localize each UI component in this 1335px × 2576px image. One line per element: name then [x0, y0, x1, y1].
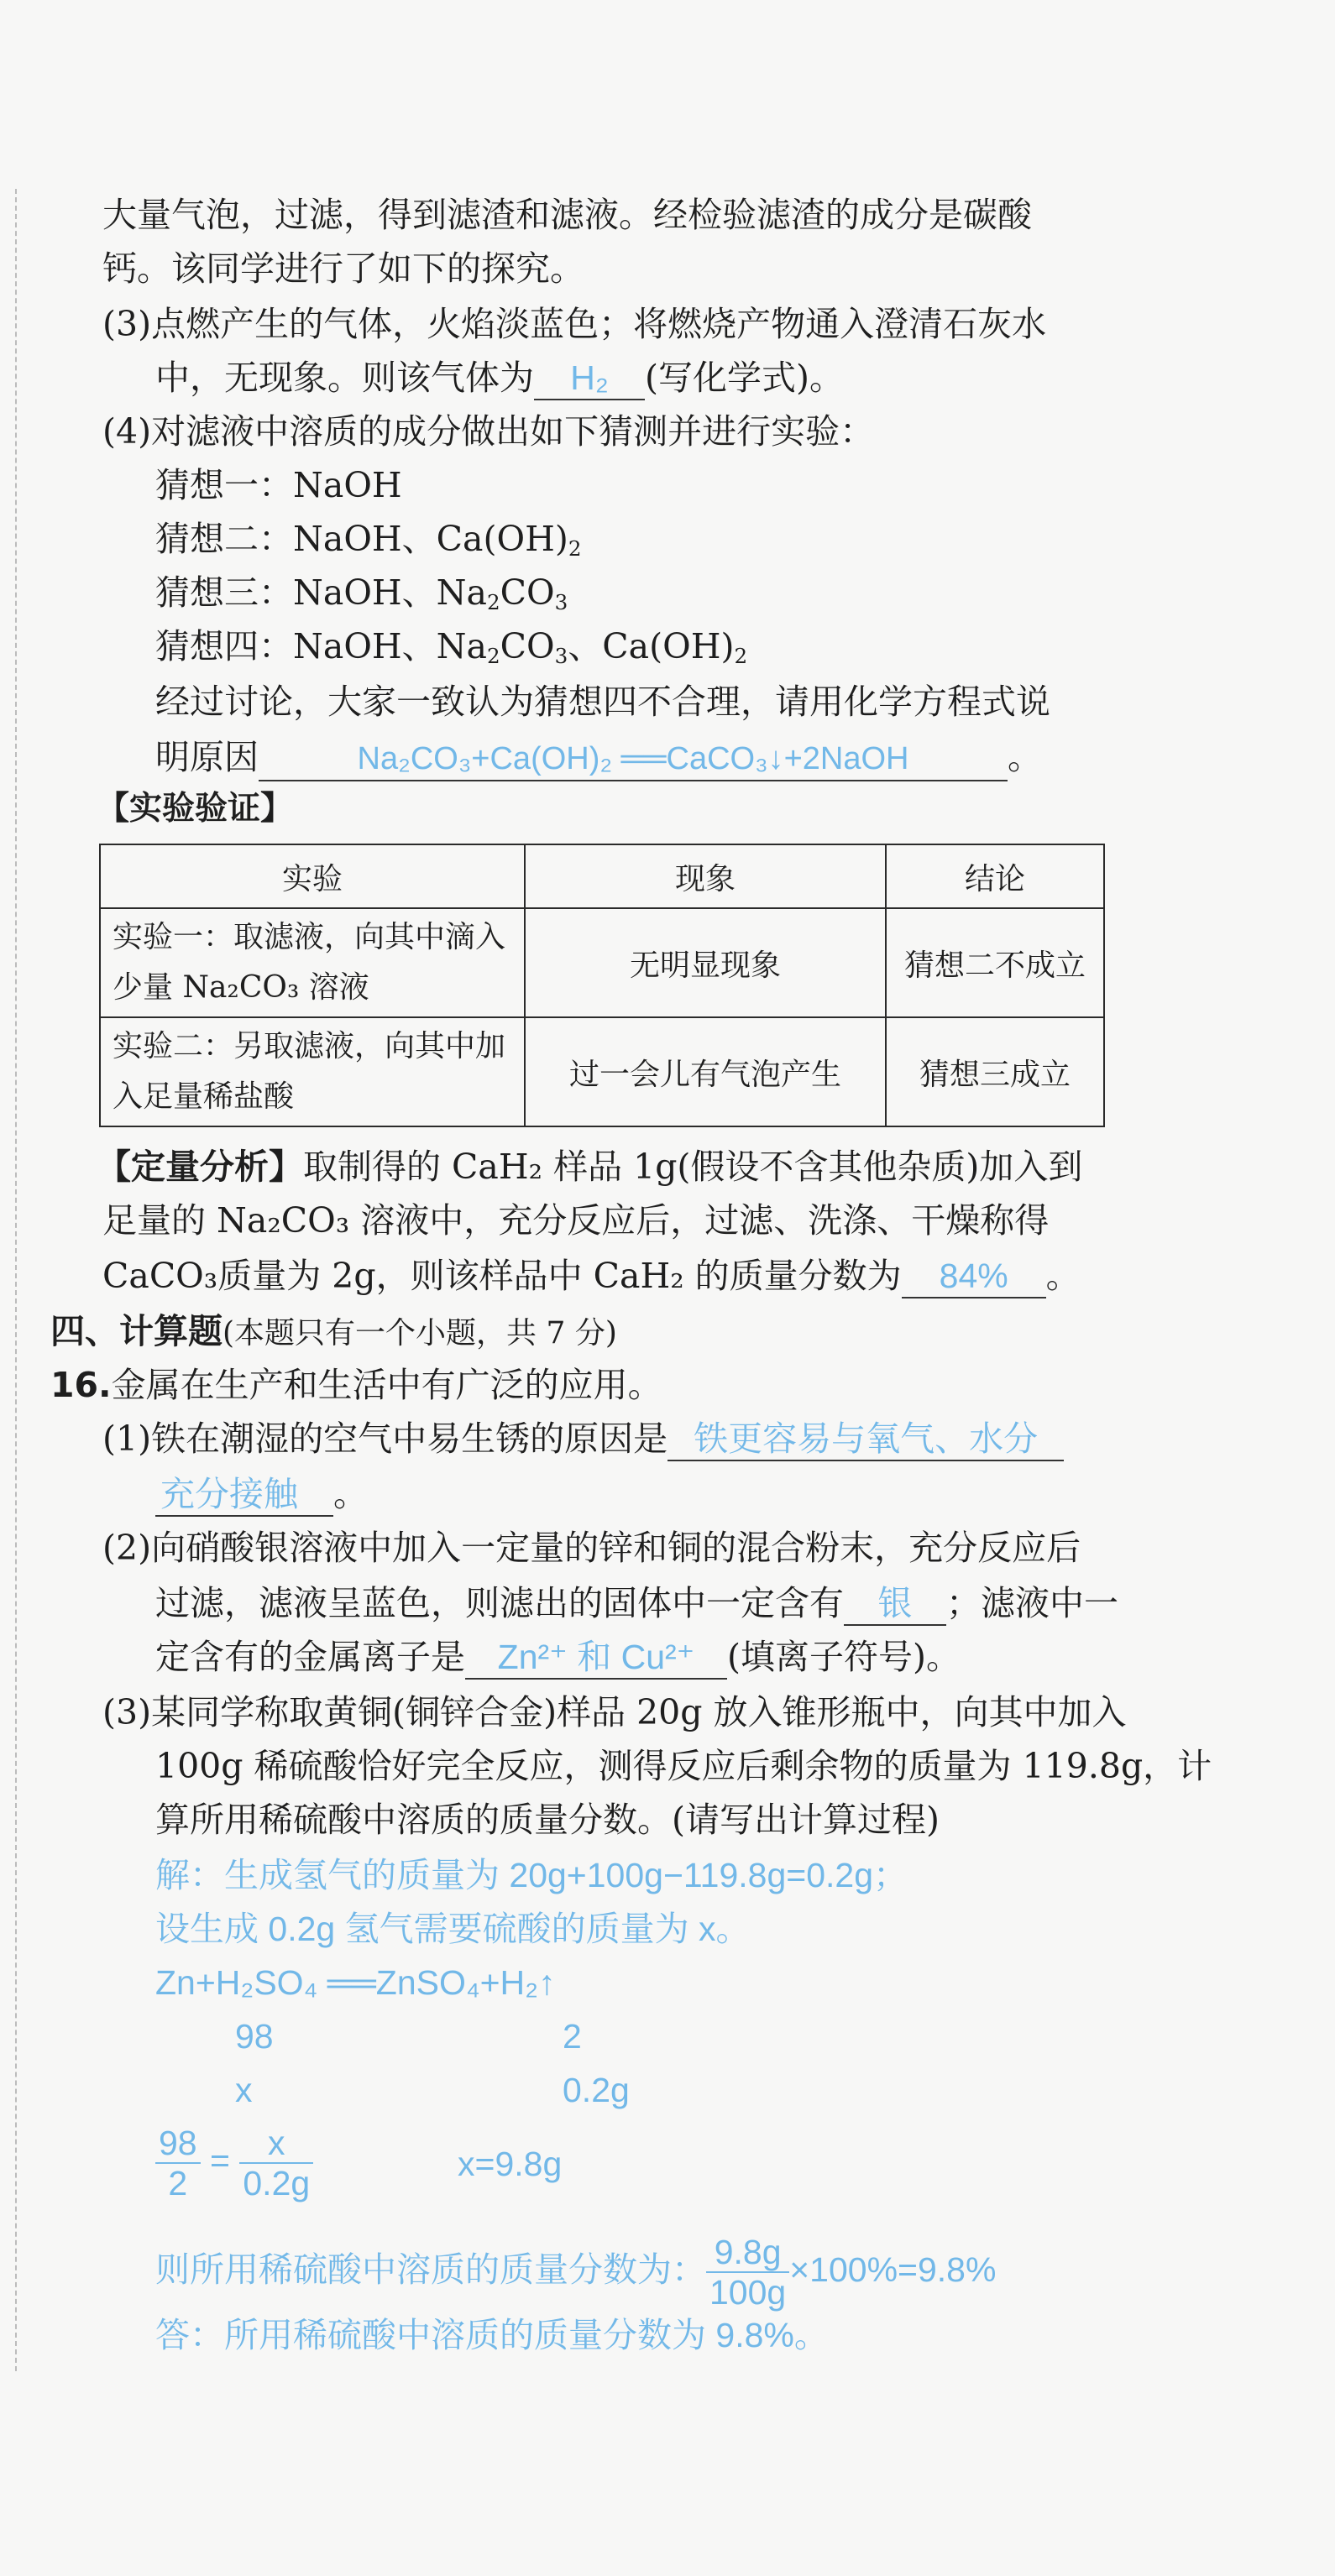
solution-mass-1: 98	[235, 2017, 274, 2056]
quant-line-2: 足量的 Na₂CO₃ 溶液中，充分反应后，过滤、洗涤、干燥称得	[102, 1200, 1050, 1241]
solution-ratio	[155, 2124, 313, 2202]
guess-2-text: 猜想二：NaOH、Ca(OH)	[155, 519, 568, 559]
table-row	[100, 1017, 1104, 1126]
percent-prefix: 则所用稀硫酸中溶质的质量分数为：	[155, 2249, 706, 2289]
q16-1-suffix: 。	[333, 1474, 368, 1514]
q16-3-line-3: 算所用稀硫酸中溶质的质量分数。(请写出计算过程)	[155, 1800, 940, 1840]
row-1-experiment	[100, 908, 525, 1017]
guess-4-text-3: 、Ca(OH)	[568, 626, 735, 666]
q3-suffix: (写化学式)。	[645, 358, 844, 398]
table-row	[100, 908, 1104, 1017]
guess-3-sub-2: 3	[554, 590, 568, 615]
guess-4-sub-3: 2	[734, 644, 748, 669]
q16-2-suffix: (填离子符号)。	[727, 1637, 961, 1677]
table-header-row	[100, 844, 1104, 908]
q16-1-line-1	[102, 1413, 1064, 1464]
percent-num: 9.8g	[706, 2233, 789, 2273]
guess-1: 猜想一：NaOH	[155, 465, 402, 505]
guess-4	[155, 621, 747, 682]
ratio-equals: =	[210, 2140, 230, 2180]
q16-2-mid: ；滤液中一	[946, 1583, 1118, 1623]
header-phenomenon: 现象	[525, 844, 886, 908]
row-1-experiment-b: 少量 Na₂CO₃ 溶液	[113, 970, 369, 1005]
solution-line-1: 解：生成氢气的质量为 20g+100g−119.8g=0.2g；	[155, 1856, 908, 1894]
solution-answer: 答：所用稀硫酸中溶质的质量分数为 9.8%。	[155, 2316, 829, 2354]
q3-line-2	[155, 353, 844, 403]
q4-reason-prefix: 明原因	[155, 737, 259, 777]
q3-line-1: (3)点燃产生的气体，火焰淡蓝色；将燃烧产物通入澄清石灰水	[102, 304, 1047, 344]
row-1-phenomenon: 无明显现象	[525, 908, 886, 1017]
row-2-conclusion: 猜想三成立	[886, 1017, 1104, 1126]
quant-text-1: 取制得的 CaH₂ 样品 1g(假设不含其他杂质)加入到	[303, 1147, 1083, 1187]
ratio-den-1: 2	[168, 2164, 188, 2202]
row-2-phenomenon: 过一会儿有气泡产生	[525, 1017, 886, 1126]
q16-2-answer-ions: Zn²⁺ 和 Cu²⁺	[465, 1636, 727, 1680]
q4-reason-answer: Na₂CO₃+Ca(OH)₂ ══CaCO₃↓+2NaOH	[259, 738, 1008, 781]
q16-number: 16.	[50, 1365, 112, 1405]
solution-mass-2: 2	[563, 2017, 582, 2056]
ratio-fraction-2	[239, 2124, 313, 2202]
intro-line-1: 大量气泡，过滤，得到滤渣和滤液。经检验滤渣的成分是碳酸	[102, 195, 1032, 235]
guess-4-text-2: CO	[500, 626, 555, 666]
quant-label: 【定量分析】	[97, 1147, 303, 1187]
q16-2-line-2	[155, 1578, 1118, 1628]
solution-var-2: 0.2g	[563, 2071, 630, 2109]
quant-text-3: CaCO₃质量为 2g，则该样品中 CaH₂ 的质量分数为	[102, 1256, 902, 1296]
q3-prefix: 中，无现象。则该气体为	[155, 358, 534, 398]
q16-1-answer-part-2: 充分接触	[155, 1473, 333, 1517]
ratio-result: x=9.8g	[458, 2145, 563, 2183]
ratio-den-2: 0.2g	[243, 2164, 311, 2202]
q16-1-line-2	[155, 1469, 368, 1519]
row-2-experiment-a: 实验二：另取滤液，向其中加	[113, 1029, 506, 1063]
section-4-note: (本题只有一个小题，共 7 分)	[222, 1316, 617, 1351]
row-1-experiment-a: 实验一：取滤液，向其中滴入	[113, 920, 506, 954]
row-2-experiment	[100, 1017, 525, 1126]
q4-line-1: (4)对滤液中溶质的成分做出如下猜测并进行实验：	[102, 411, 875, 452]
percent-den: 100g	[709, 2273, 787, 2312]
header-experiment: 实验	[100, 844, 525, 908]
verify-heading: 【实验验证】	[97, 790, 294, 828]
q4-discussion: 经过讨论，大家一致认为猜想四不合理，请用化学方程式说	[155, 682, 1050, 722]
quant-suffix: 。	[1045, 1256, 1081, 1296]
q16-stem-line	[50, 1360, 662, 1410]
solution-equation: Zn+H₂SO₄ ══ZnSO₄+H₂↑	[155, 1963, 556, 2002]
percent-fraction	[706, 2233, 789, 2312]
solution-var-1: x	[235, 2071, 253, 2109]
percent-suffix: ×100%=9.8%	[789, 2249, 997, 2289]
quant-answer: 84%	[902, 1255, 1046, 1298]
q4-reason-suffix: 。	[1008, 737, 1042, 777]
q16-2-line-3	[155, 1632, 961, 1682]
header-conclusion: 结论	[886, 844, 1104, 908]
q16-stem: 金属在生产和生活中有广泛的应用。	[111, 1365, 662, 1405]
ratio-num-2: x	[239, 2124, 313, 2164]
experiment-table	[99, 844, 1105, 1127]
q16-1-answer-part-1: 铁更容易与氧气、水分	[668, 1418, 1064, 1461]
section-4-heading	[50, 1306, 617, 1359]
q16-1-prefix: (1)铁在潮湿的空气中易生锈的原因是	[102, 1419, 668, 1459]
guess-4-sub-2: 3	[554, 644, 568, 669]
section-4-label: 四、计算题	[50, 1311, 222, 1351]
q16-3-line-2: 100g 稀硫酸恰好完全反应，测得反应后剩余物的质量为 119.8g，计	[155, 1746, 1212, 1786]
q16-3-line-1: (3)某同学称取黄铜(铜锌合金)样品 20g 放入锥形瓶中，向其中加入	[102, 1692, 1127, 1732]
intro-line-2: 钙。该同学进行了如下的探究。	[102, 248, 584, 289]
row-1-conclusion: 猜想二不成立	[886, 908, 1104, 1017]
quant-line-1	[97, 1142, 1082, 1192]
solution-percent-line	[155, 2233, 996, 2312]
guess-4-text: 猜想四：NaOH、Na	[155, 626, 488, 666]
quant-line-3	[102, 1251, 1081, 1301]
ratio-num-1: 98	[155, 2124, 201, 2164]
guess-2	[155, 514, 582, 574]
q16-2-answer-solid: 银	[844, 1582, 946, 1626]
guess-2-sub: 2	[568, 536, 582, 562]
margin-dashed-line	[15, 189, 17, 2371]
guess-3-sub: 2	[487, 590, 500, 615]
guess-3-text: 猜想三：NaOH、Na	[155, 572, 488, 613]
solution-line-2: 设生成 0.2g 氢气需要硫酸的质量为 x。	[155, 1910, 751, 1948]
q3-answer: H₂	[534, 357, 645, 400]
guess-4-sub: 2	[487, 644, 500, 669]
q16-2-prefix: 过滤，滤液呈蓝色，则滤出的固体中一定含有	[155, 1583, 844, 1623]
q16-2-line-1: (2)向硝酸银溶液中加入一定量的锌和铜的混合粉末，充分反应后	[102, 1528, 1081, 1568]
guess-3-text-2: CO	[500, 572, 555, 613]
q4-reason-line	[155, 732, 1042, 782]
q16-2-prefix-2: 定含有的金属离子是	[155, 1637, 465, 1677]
row-2-experiment-b: 入足量稀盐酸	[113, 1079, 295, 1114]
ratio-fraction-1	[155, 2124, 201, 2202]
guess-3	[155, 567, 568, 628]
